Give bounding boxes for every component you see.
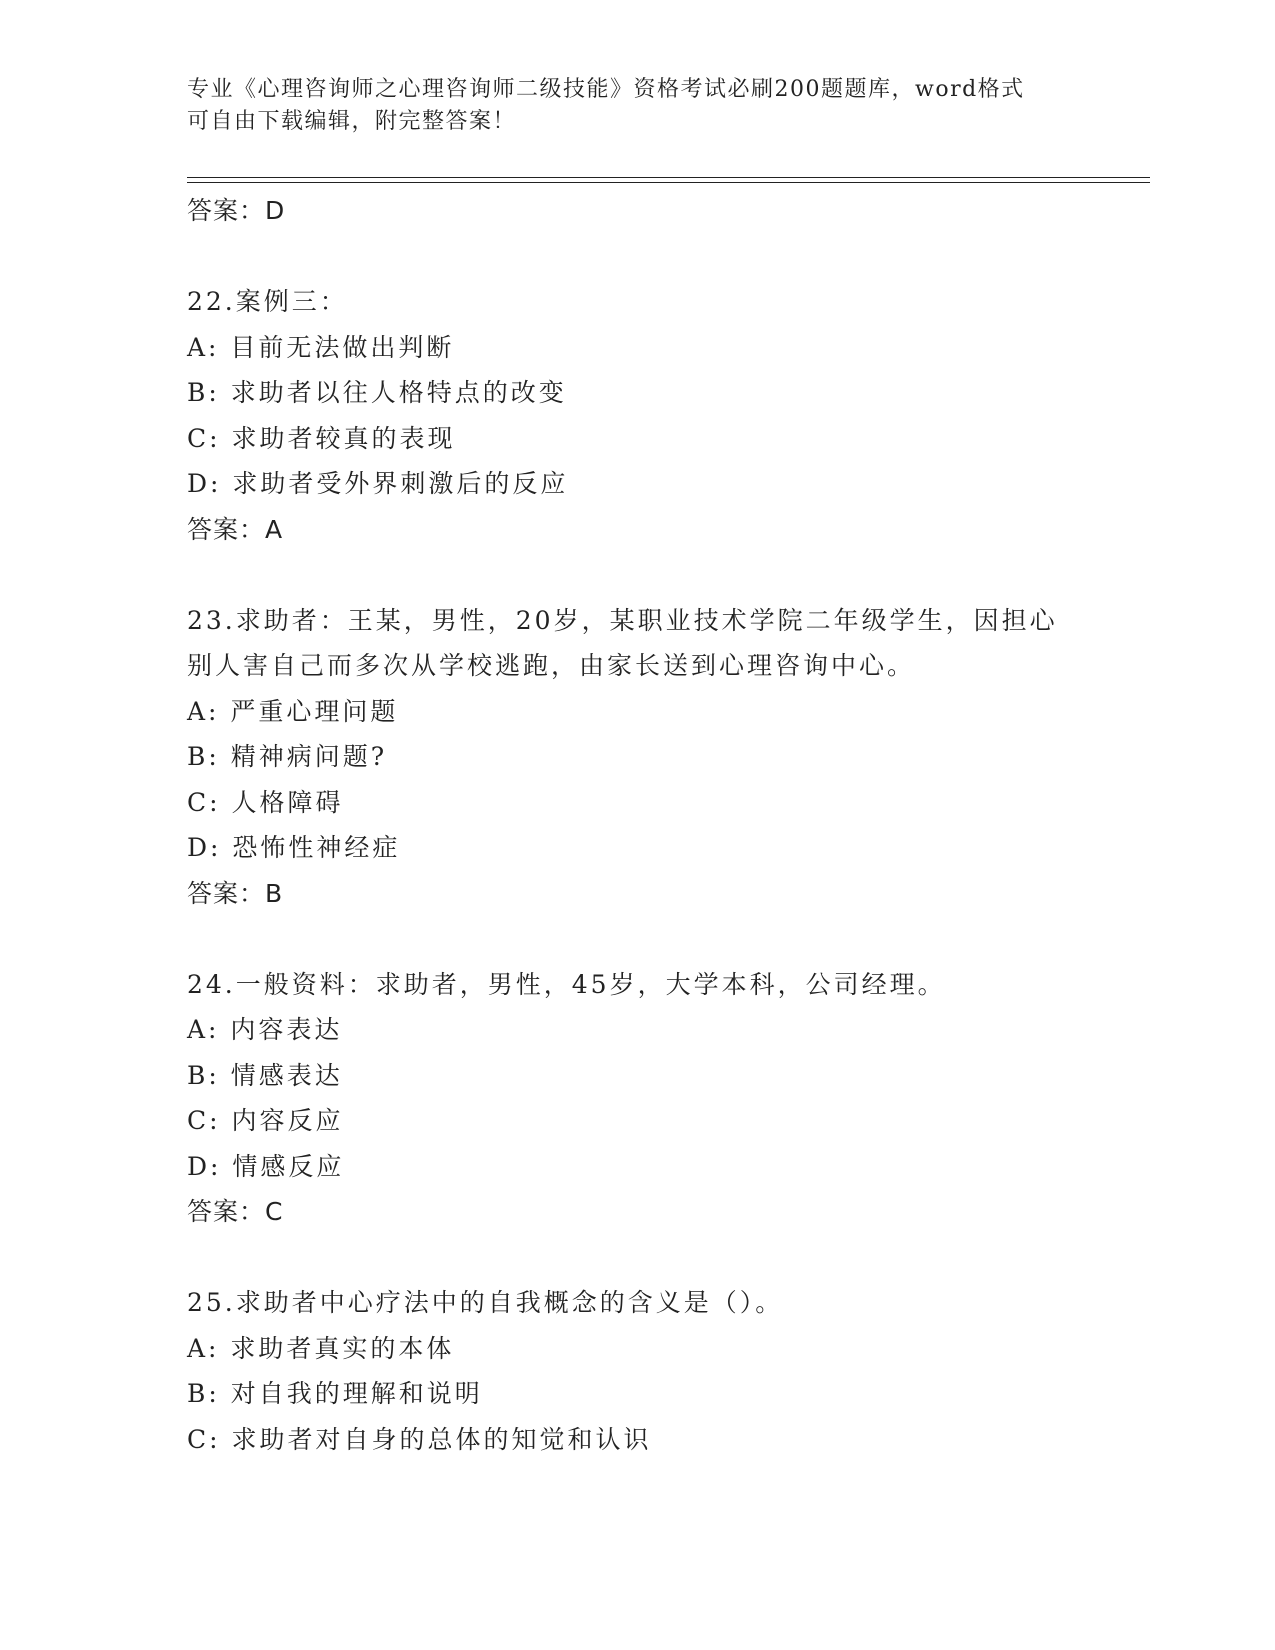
answer-line: 答案：A	[187, 514, 284, 544]
spacer	[187, 916, 1150, 962]
question-list	[187, 188, 1150, 1462]
question-stem: 22.案例三：	[187, 287, 348, 316]
option-d: D: 恐怖性神经症	[187, 833, 401, 862]
spacer	[187, 234, 1150, 280]
question-stem-continued: 别人害自己而多次从学校逃跑，由家长送到心理咨询中心。	[187, 651, 916, 680]
header-rule-top	[187, 177, 1150, 178]
question-block	[187, 598, 1150, 917]
option-a: A: 求助者真实的本体	[187, 1333, 455, 1363]
option-b: B: 精神病问题?	[187, 742, 388, 771]
question-block	[187, 962, 1150, 1235]
header-line-2: 可自由下载编辑，附完整答案！	[187, 109, 517, 134]
spacer	[187, 1235, 1150, 1281]
header-line-1: 专业《心理咨询师之心理咨询师二级技能》资格考试必刷200题题库，word格式	[187, 77, 1025, 102]
option-d: D: 情感反应	[187, 1151, 345, 1181]
question-stem: 23.求助者：王某，男性，20岁，某职业技术学院二年级学生，因担心	[187, 605, 1058, 635]
answer-line: 答案：D	[187, 196, 286, 225]
option-b: B: 求助者以往人格特点的改变	[187, 378, 567, 407]
option-c: C: 求助者较真的表现	[187, 423, 456, 453]
option-b: B: 对自我的理解和说明	[187, 1379, 483, 1408]
answer-line: 答案：C	[187, 1197, 284, 1226]
spacer	[187, 552, 1150, 598]
question-block	[187, 1280, 1150, 1462]
question-block	[187, 279, 1150, 552]
option-c: C: 人格障碍	[187, 787, 344, 817]
question-stem: 25.求助者中心疗法中的自我概念的含义是（）。	[187, 1288, 784, 1317]
answer-line: 答案：B	[187, 878, 284, 908]
question-stem: 24.一般资料：求助者，男性，45岁，大学本科，公司经理。	[187, 969, 946, 999]
option-b: B: 情感表达	[187, 1060, 343, 1090]
document-header	[187, 74, 1087, 138]
option-a: A: 内容表达	[187, 1015, 343, 1044]
option-c: C: 内容反应	[187, 1106, 344, 1135]
option-a: A: 严重心理问题	[187, 696, 399, 726]
option-c: C: 求助者对自身的总体的知觉和认识	[187, 1424, 652, 1454]
option-d: D: 求助者受外界刺激后的反应	[187, 469, 569, 498]
option-a: A: 目前无法做出判断	[187, 332, 455, 362]
header-rule-bottom	[187, 182, 1150, 183]
